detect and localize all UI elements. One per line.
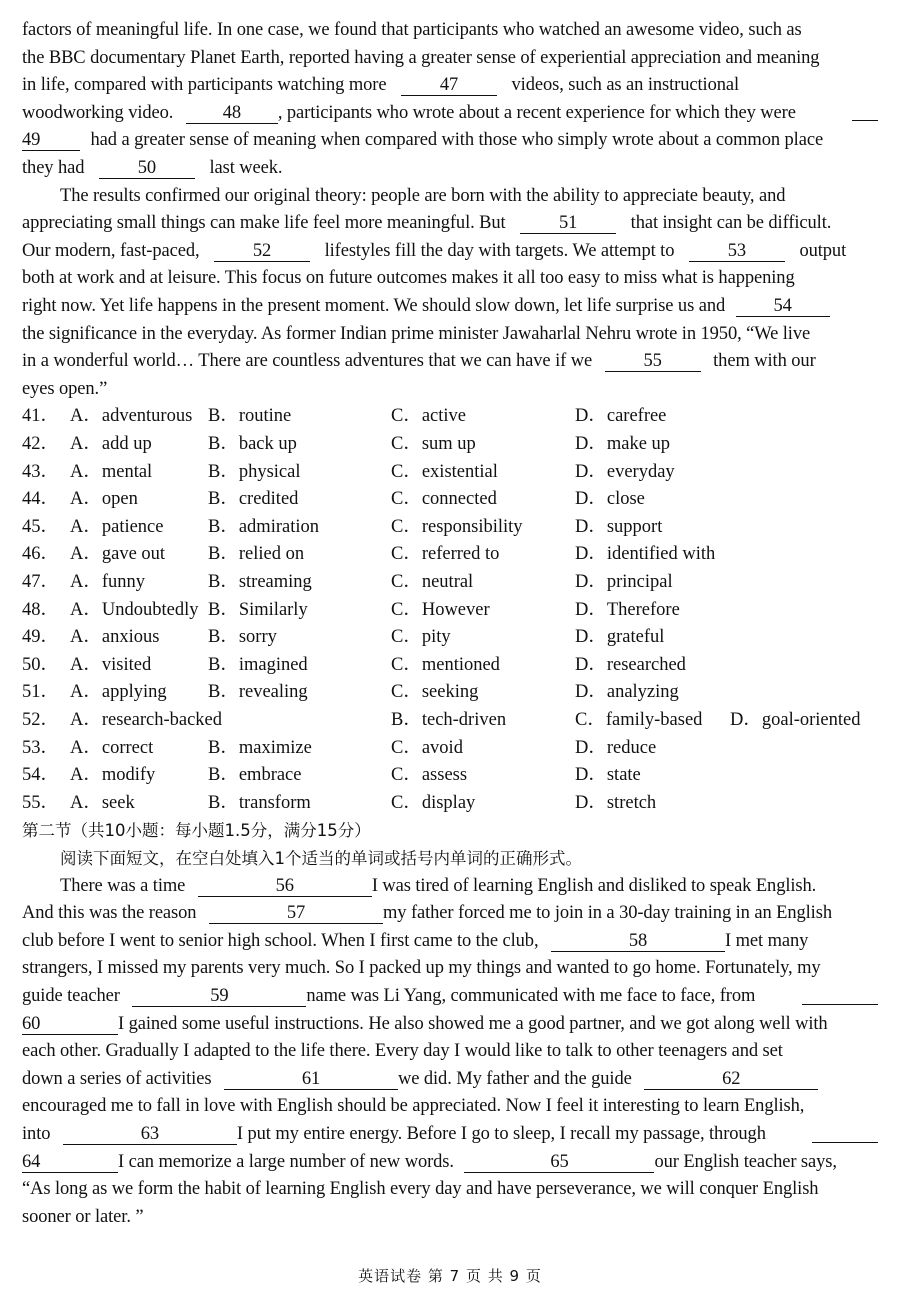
option-d[interactable]: D．researched bbox=[575, 654, 686, 675]
option-b[interactable]: B．tech-driven bbox=[391, 710, 507, 730]
option-b[interactable]: B．physical bbox=[208, 461, 301, 482]
option-b[interactable]: B．imagined bbox=[208, 654, 308, 675]
option-a[interactable]: A．patience bbox=[70, 516, 164, 537]
passage-text: , participants who wrote about a recent experience for which they were bbox=[277, 102, 796, 123]
passage-text: output bbox=[799, 240, 847, 261]
passage-line bbox=[22, 1011, 878, 1039]
question-number: 53． bbox=[22, 737, 60, 758]
question-number: 47． bbox=[22, 572, 60, 592]
passage-text: I met many bbox=[725, 930, 809, 951]
answer-blank-60-start[interactable] bbox=[802, 1004, 878, 1005]
passage-line: sooner or later. ” bbox=[22, 1206, 144, 1227]
option-a[interactable]: A．adventurous bbox=[70, 406, 193, 427]
answer-blank-50[interactable]: 50 bbox=[99, 158, 195, 179]
passage-line bbox=[22, 873, 878, 901]
answer-blank-51[interactable]: 51 bbox=[520, 213, 616, 234]
passage-text: I put my entire energy. Before I go to sleep, I recall my passage, through bbox=[236, 1124, 766, 1144]
option-d[interactable]: D．support bbox=[575, 516, 663, 537]
answer-blank-61[interactable]: 61 bbox=[224, 1069, 398, 1090]
answer-blank-55[interactable]: 55 bbox=[605, 351, 701, 372]
passage-line: “As long as we form the habit of learning English every day and have perseverance, we will conquer English bbox=[22, 1179, 819, 1200]
option-b[interactable]: B．relied on bbox=[208, 544, 305, 565]
answer-blank-56[interactable]: 56 bbox=[198, 876, 372, 897]
passage-line bbox=[22, 1121, 878, 1149]
option-d[interactable]: D．analyzing bbox=[575, 682, 679, 703]
passage-line bbox=[22, 983, 878, 1011]
option-d[interactable]: D．close bbox=[575, 489, 645, 510]
option-row-51 bbox=[22, 679, 882, 707]
passage-line: both at work and at leisure. This focus on future outcomes makes it all too easy to miss what is happening bbox=[22, 268, 795, 289]
option-b[interactable]: B．Similarly bbox=[208, 599, 308, 620]
option-b[interactable]: B．routine bbox=[208, 406, 292, 427]
passage-text: we did. My father and the guide bbox=[397, 1068, 632, 1089]
passage-line bbox=[22, 210, 878, 238]
passage-text: I gained some useful instructions. He also showed me a good partner, and we got along well with bbox=[118, 1013, 828, 1034]
option-d[interactable]: D．stretch bbox=[575, 792, 657, 813]
option-c[interactable]: C．avoid bbox=[391, 737, 463, 758]
question-number: 42． bbox=[22, 434, 60, 454]
option-a[interactable]: A．mental bbox=[70, 461, 153, 482]
passage-text: club before I went to senior high school. When I first came to the club, bbox=[22, 930, 539, 951]
option-a[interactable]: A．modify bbox=[70, 765, 156, 786]
answer-blank-48[interactable]: 48 bbox=[186, 103, 278, 124]
passage-text: my father forced me to join in a 30-day training in an English bbox=[382, 903, 832, 924]
option-b[interactable]: B．credited bbox=[208, 489, 299, 510]
option-row-54 bbox=[22, 762, 882, 790]
option-row-43 bbox=[22, 459, 882, 487]
option-row-50 bbox=[22, 652, 882, 680]
passage-line bbox=[22, 348, 878, 376]
option-b[interactable]: B．admiration bbox=[208, 516, 319, 537]
passage-line: eyes open.” bbox=[22, 378, 108, 399]
passage-line: strangers, I missed my parents very much. So I packed up my things and wanted to go home. Fortunately, my bbox=[22, 958, 821, 979]
passage-text: name was Li Yang, communicated with me face to face, from bbox=[306, 986, 756, 1006]
option-b[interactable]: B．revealing bbox=[208, 682, 308, 703]
passage-line: the significance in the everyday. As former Indian prime minister Jawaharlal Nehru wrote in 1950, “We live bbox=[22, 323, 811, 344]
answer-blank-63[interactable]: 63 bbox=[63, 1124, 237, 1145]
passage-line: encouraged me to fall in love with English should be appreciated. Now I feel it interesting to learn English, bbox=[22, 1096, 805, 1117]
answer-blank-53[interactable]: 53 bbox=[689, 241, 785, 262]
passage-line bbox=[22, 928, 878, 956]
option-row-44 bbox=[22, 486, 882, 514]
passage-text: lifestyles fill the day with targets. We attempt to bbox=[324, 240, 675, 261]
passage-text: There was a time bbox=[60, 875, 186, 896]
answer-blank-52[interactable]: 52 bbox=[214, 241, 310, 262]
option-c[interactable]: C．family-based bbox=[575, 710, 703, 730]
option-row-49 bbox=[22, 624, 882, 652]
passage-text: appreciating small things can make life feel more meaningful. But bbox=[22, 213, 506, 234]
passage-line: each other. Gradually I adapted to the life there. Every day I would like to talk to other teenagers and set bbox=[22, 1041, 783, 1062]
option-c[interactable]: C．seeking bbox=[391, 682, 479, 703]
passage-text: woodworking video. bbox=[22, 102, 174, 123]
option-c[interactable]: C．assess bbox=[391, 765, 468, 786]
option-c[interactable]: C．responsibility bbox=[391, 516, 523, 537]
question-number: 43． bbox=[22, 461, 60, 482]
question-number: 46． bbox=[22, 544, 60, 565]
passage-line bbox=[22, 155, 878, 183]
option-row-41 bbox=[22, 403, 882, 431]
option-d[interactable]: D．make up bbox=[575, 434, 671, 454]
passage-text: into bbox=[22, 1124, 51, 1144]
option-row-46 bbox=[22, 541, 882, 569]
question-number: 48． bbox=[22, 599, 60, 620]
option-a[interactable]: A．Undoubtedly bbox=[70, 599, 199, 620]
option-b[interactable]: B．streaming bbox=[208, 572, 312, 592]
option-d[interactable]: D．goal-oriented bbox=[730, 710, 861, 730]
page-footer: 英语试卷 第 7 页 共 9 页 bbox=[358, 1267, 542, 1285]
passage-text: last week. bbox=[209, 158, 283, 178]
answer-blank-54[interactable]: 54 bbox=[736, 296, 830, 317]
passage-line bbox=[22, 1066, 878, 1094]
passage-text: our English teacher says, bbox=[654, 1151, 837, 1172]
passage-line bbox=[22, 100, 878, 128]
option-b[interactable]: B．sorry bbox=[208, 627, 277, 648]
option-d[interactable]: D．Therefore bbox=[575, 599, 680, 620]
option-d[interactable]: D．identified with bbox=[575, 544, 716, 565]
section-instruction: 阅读下面短文，在空白处填入1个适当的单词或括号内单词的正确形式。 bbox=[60, 849, 582, 868]
option-b[interactable]: B．back up bbox=[208, 434, 297, 454]
option-a[interactable]: A．add up bbox=[70, 434, 152, 454]
option-c[interactable]: C．referred to bbox=[391, 544, 500, 565]
option-a[interactable]: A．applying bbox=[70, 682, 167, 703]
answer-blank-59[interactable]: 59 bbox=[132, 986, 306, 1007]
option-row-45 bbox=[22, 514, 882, 542]
answer-blank-62[interactable]: 62 bbox=[644, 1069, 818, 1090]
option-c[interactable]: C．active bbox=[391, 406, 467, 427]
answer-blank-49-start[interactable] bbox=[852, 120, 878, 121]
option-c[interactable]: C．pity bbox=[391, 627, 451, 648]
option-a[interactable]: A．anxious bbox=[70, 627, 160, 648]
option-a[interactable]: A．funny bbox=[70, 572, 146, 592]
passage-line bbox=[22, 1149, 878, 1177]
passage-text: I can memorize a large number of new words. bbox=[118, 1151, 454, 1172]
option-c[interactable]: C．connected bbox=[391, 489, 497, 510]
passage-text: they had bbox=[22, 158, 85, 178]
passage-line bbox=[22, 900, 878, 928]
option-c[interactable]: C．However bbox=[391, 599, 490, 620]
option-c[interactable]: C．mentioned bbox=[391, 654, 500, 675]
answer-blank-65[interactable]: 65 bbox=[464, 1152, 654, 1173]
option-c[interactable]: C．neutral bbox=[391, 572, 474, 592]
answer-blank-58[interactable]: 58 bbox=[551, 931, 725, 952]
option-d[interactable]: D．reduce bbox=[575, 737, 657, 758]
question-number: 45． bbox=[22, 516, 60, 537]
passage-line: The results confirmed our original theory: people are born with the ability to appreciate beauty, and bbox=[60, 185, 786, 206]
option-a[interactable]: A．correct bbox=[70, 737, 154, 758]
question-number: 51． bbox=[22, 682, 60, 703]
option-row-53 bbox=[22, 735, 882, 763]
question-number: 54． bbox=[22, 765, 60, 786]
section-heading: 第二节（共10小题：每小题1.5分，满分15分） bbox=[22, 821, 371, 841]
option-row-48 bbox=[22, 597, 882, 625]
passage-text: in life, compared with participants watching more bbox=[22, 75, 387, 96]
option-b[interactable]: B．maximize bbox=[208, 737, 312, 758]
passage-line bbox=[22, 238, 878, 266]
question-number: 41． bbox=[22, 406, 60, 427]
option-row-42 bbox=[22, 431, 882, 459]
question-number: 44． bbox=[22, 489, 60, 510]
passage-text: down a series of activities bbox=[22, 1068, 212, 1089]
passage-text: that insight can be difficult. bbox=[630, 213, 832, 234]
question-number: 52． bbox=[22, 710, 60, 730]
option-d[interactable]: D．carefree bbox=[575, 406, 667, 427]
option-b[interactable]: B．transform bbox=[208, 792, 311, 813]
option-a[interactable]: A．gave out bbox=[70, 544, 166, 565]
answer-blank-57[interactable]: 57 bbox=[209, 903, 383, 924]
option-b[interactable]: B．embrace bbox=[208, 765, 302, 786]
option-d[interactable]: D．everyday bbox=[575, 461, 675, 482]
option-d[interactable]: D．state bbox=[575, 765, 641, 786]
answer-blank-60[interactable]: 60 bbox=[22, 1014, 118, 1035]
passage-text: I was tired of learning English and disliked to speak English. bbox=[371, 875, 817, 896]
passage-line: the BBC documentary Planet Earth, reported having a greater sense of experiential appreciation and meaning bbox=[22, 47, 820, 68]
passage-text: them with our bbox=[713, 351, 816, 372]
passage-line: factors of meaningful life. In one case, we found that participants who watched an awesome video, such as bbox=[22, 20, 802, 40]
option-a[interactable]: A．visited bbox=[70, 654, 152, 675]
question-number: 55． bbox=[22, 792, 60, 813]
option-row-47 bbox=[22, 569, 882, 597]
option-row-52 bbox=[22, 707, 882, 735]
option-d[interactable]: D．grateful bbox=[575, 627, 665, 648]
option-c[interactable]: C．existential bbox=[391, 461, 498, 482]
passage-text: And this was the reason bbox=[22, 903, 197, 924]
answer-blank-64-start[interactable] bbox=[812, 1142, 878, 1143]
answer-blank-49[interactable]: 49 bbox=[22, 130, 80, 151]
passage-text: right now. Yet life happens in the present moment. We should slow down, let life surprise us and bbox=[22, 296, 726, 316]
answer-blank-47[interactable]: 47 bbox=[401, 75, 497, 96]
question-number: 49． bbox=[22, 627, 60, 648]
option-a[interactable]: A．open bbox=[70, 489, 138, 510]
option-c[interactable]: C．sum up bbox=[391, 434, 476, 454]
passage-line bbox=[22, 127, 878, 155]
option-c[interactable]: C．display bbox=[391, 792, 476, 813]
passage-text: Our modern, fast-paced, bbox=[22, 240, 200, 261]
passage-text: in a wonderful world… There are countless adventures that we can have if we bbox=[22, 351, 593, 372]
passage-text: had a greater sense of meaning when compared with those who simply wrote about a common place bbox=[90, 130, 824, 151]
passage-line bbox=[22, 72, 878, 100]
option-a[interactable]: A．research-backed bbox=[70, 710, 223, 730]
passage-text: guide teacher bbox=[22, 986, 120, 1006]
option-row-55 bbox=[22, 790, 882, 818]
option-a[interactable]: A．seek bbox=[70, 792, 135, 813]
option-d[interactable]: D．principal bbox=[575, 572, 673, 592]
question-number: 50． bbox=[22, 654, 60, 675]
passage-text: videos, such as an instructional bbox=[511, 75, 740, 96]
passage-line bbox=[22, 293, 878, 321]
answer-blank-64[interactable]: 64 bbox=[22, 1152, 118, 1173]
